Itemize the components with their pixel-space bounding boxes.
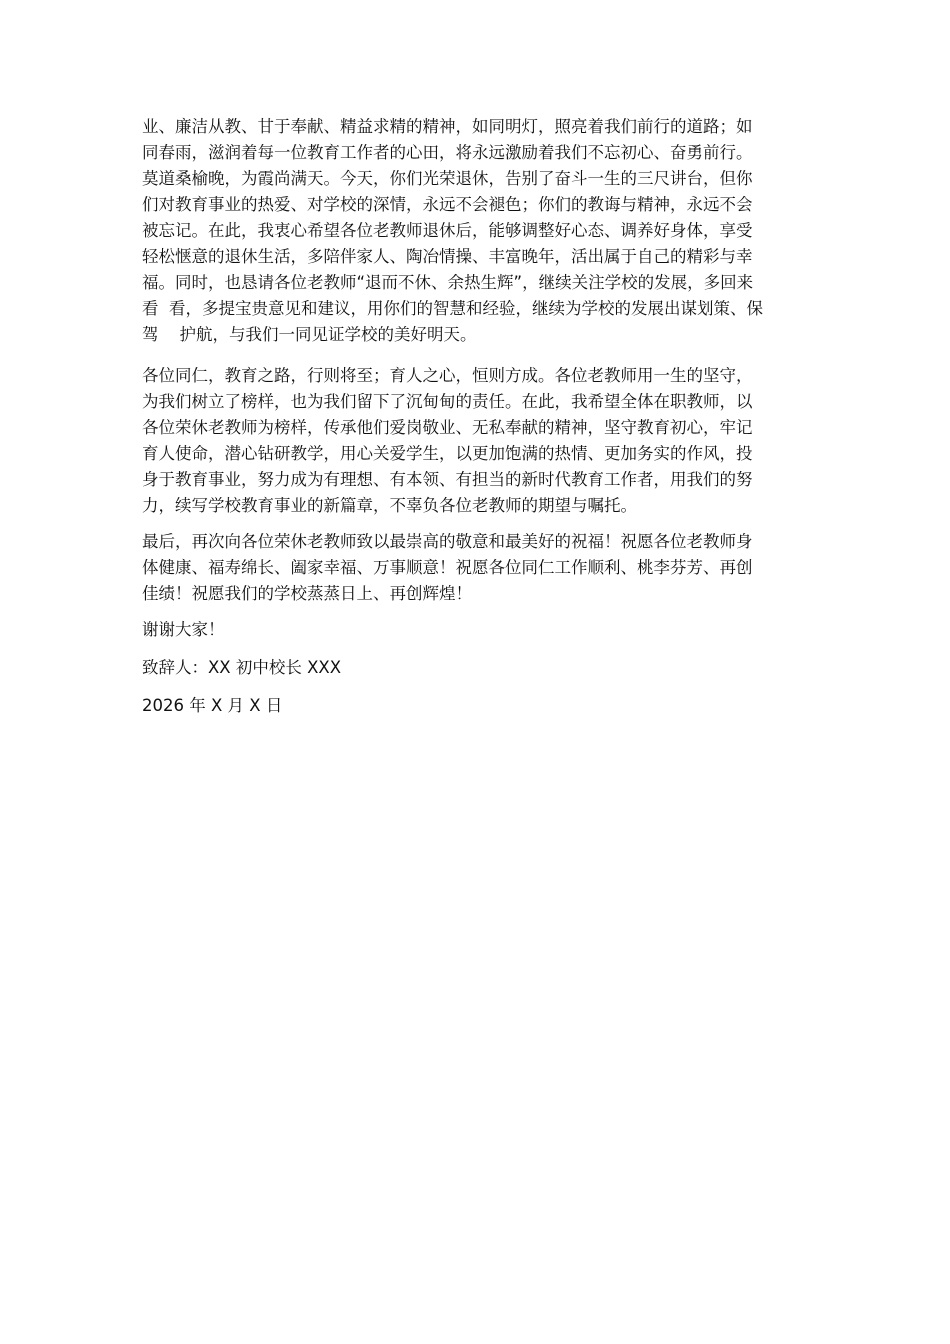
text-line: 育人使命，潜心钻研教学，用心关爱学生，以更加饱满的热情、更加务实的作风，投: [142, 444, 753, 463]
thanks-line-container: [142, 617, 806, 643]
text-line: 力，续写学校教育事业的新篇章，不辜负各位老教师的期望与嘱托。: [142, 496, 637, 515]
text-line: 轻松惬意的退休生活，多陪伴家人、陶冶情操、丰富晚年，活出属于自己的精彩与幸: [142, 247, 753, 266]
text-line: 体健康、福寿绵长、阖家幸福、万事顺意！祝愿各位同仁工作顺利、桃李芬芳、再创: [142, 558, 753, 577]
text-line: 看 看，多提宝贵意见和建议，用你们的智慧和经验，继续为学校的发展出谋划策、保: [142, 299, 763, 318]
text-line: 为我们树立了榜样，也为我们留下了沉甸甸的责任。在此，我希望全体在职教师，以: [142, 392, 753, 411]
speaker-signature: 致辞人：XX 初中校长 XXX: [142, 658, 342, 677]
document-body: [142, 114, 806, 731]
thanks-text: 谢谢大家！: [142, 620, 225, 639]
date-line-container: [142, 693, 806, 719]
document-date: 2026 年 X 月 X 日: [142, 696, 283, 715]
text-line: 同春雨，滋润着每一位教育工作者的心田，将永远激励着我们不忘初心、奋勇前行。: [142, 143, 753, 162]
text-line: 莫道桑榆晚，为霞尚满天。今天，你们光荣退休，告别了奋斗一生的三尺讲台，但你: [142, 169, 753, 188]
speaker-line-container: [142, 655, 806, 681]
text-line: 们对教育事业的热爱、对学校的深情，永远不会褪色；你们的教诲与精神，永远不会: [142, 195, 753, 214]
text-line: 被忘记。在此，我衷心希望各位老教师退休后，能够调整好心态、调养好身体，享受: [142, 221, 753, 240]
paragraph-colleagues: [142, 363, 806, 519]
text-line: 业、廉洁从教、甘于奉献、精益求精的精神，如同明灯，照亮着我们前行的道路；如: [142, 117, 753, 136]
paragraph-closing-wishes: [142, 529, 806, 607]
text-line: 各位同仁，教育之路，行则将至；育人之心，恒则方成。各位老教师用一生的坚守，: [142, 366, 753, 385]
text-line: 驾 护航，与我们一同见证学校的美好明天。: [142, 325, 477, 344]
text-line: 各位荣休老教师为榜样，传承他们爱岗敬业、无私奉献的精神，坚守教育初心，牢记: [142, 418, 753, 437]
text-line: 身于教育事业，努力成为有理想、有本领、有担当的新时代教育工作者，用我们的努: [142, 470, 753, 489]
text-line: 佳绩！祝愿我们的学校蒸蒸日上、再创辉煌！: [142, 584, 472, 603]
text-line: 最后，再次向各位荣休老教师致以最崇高的敬意和最美好的祝福！祝愿各位老教师身: [142, 532, 753, 551]
paragraph-retirement-wishes: [142, 114, 806, 348]
text-line: 福。同时，也恳请各位老教师“退而不休、余热生辉”，继续关注学校的发展，多回来: [142, 273, 754, 292]
